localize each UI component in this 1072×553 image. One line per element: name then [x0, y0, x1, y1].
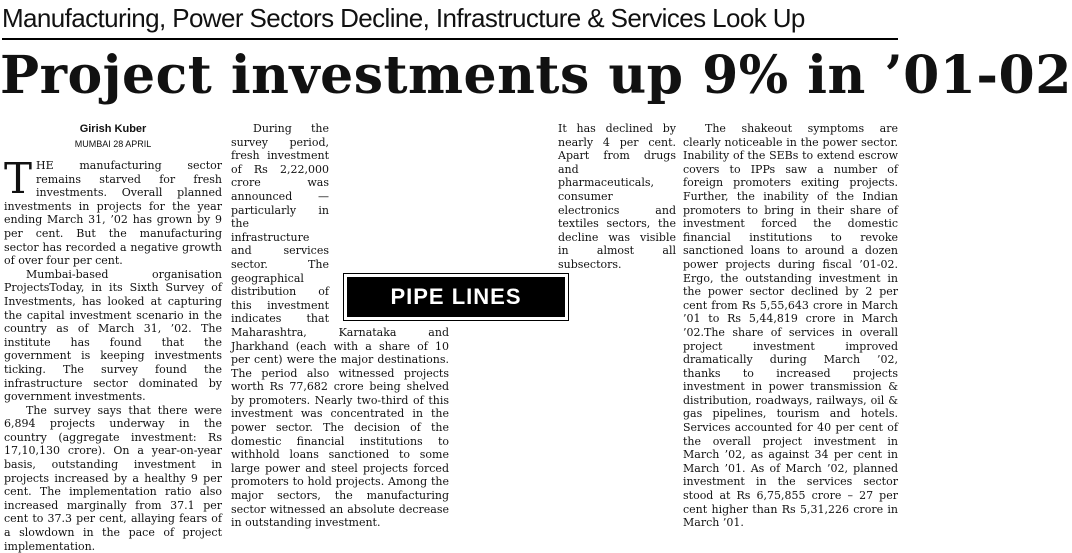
- article-paragraph-3-start: The survey says that there were 6,894 projects underway in the country (aggregate investment: Rs 17,10,130 crore). On a year-on-year basis, outstanding investment in projects increased by a healthy 9 per cent. The implementation ratio also increased marginally from 37.1 per cent to 37.3 per cent, allaying fears of a slowdown in the pace of project implementation.: [4, 403, 222, 553]
- article-paragraph-5: It has declined by nearly 4 per cent. Apart from drugs and pharmaceuticals, consumer electronics and textiles sectors, the decline was visible in almost all subsectors.: [558, 122, 676, 271]
- byline-author: Girish Kuber: [79, 123, 147, 135]
- article-paragraph-1: [4, 154, 222, 268]
- article-column-4: [683, 122, 898, 530]
- drop-cap: T: [4, 154, 33, 203]
- article-paragraph-2: Mumbai-based organisation ProjectsToday, in its Sixth Survey of Investments, has looked at capturing the capital investment scenario in the country as of March 31, ’02. The institute has found that the government is keeping investments ticking. The survey found the infrastructure sector dominated by government investments.: [4, 267, 222, 404]
- pipelines-section-box: PIPE LINES: [344, 274, 568, 320]
- article-column-1: [4, 122, 222, 553]
- article-paragraph-6: The shakeout symptoms are clearly noticeable in the power sector. Inability of the SEBs to extend escrow covers to IPPs saw a number of foreign promoters exiting projects. Further, the inability of the Indian promoters to bring in their share of investment forced the domestic financial institutions to revoke sanctioned loans to around a dozen power projects during fiscal ’01-02. Ergo, the outstanding investment in the power sector declined by 2 per cent from Rs 5,55,643 crore in March ’01 to Rs 5,44,819 crore in March ’02.The share of services in overall project investment improved dramatically during March ’02, thanks to increased projects investment in power transmission & distribution, roadways, railways, oil & gas pipelines, tourism and hotels. Services accounted for 40 per cent of the overall project investment in March ’02, as against 34 per cent in March ’01. As of March ’02, planned investment in the services sector stood at Rs 6,75,855 crore – 27 per cent higher than Rs 5,31,226 crore in March ’01.: [683, 122, 898, 530]
- article-paragraph-4: During the survey period, fresh investment of Rs 2,22,000 crore was announced — particularly in the infrastructure and services sector. The geographical distribution of this investment indicates that Maharashtra, Karnataka and Jharkhand (each with a share of 10 per cent) were the major destinations. The period also witnessed projects worth Rs 77,682 crore being shelved by promoters. Nearly two-third of this investment was concentrated in the power sector. The decision of the domestic financial institutions to withhold loans sanctioned to some large power and steel projects forced promoters to hold projects. Among the major sectors, the manufacturing sector witnessed an absolute decrease in outstanding investment.: [231, 122, 449, 530]
- main-headline: Project investments up 9% in ’01-02: [0, 45, 1072, 106]
- kicker-headline: Manufacturing, Power Sectors Decline, Infrastructure & Services Look Up: [2, 0, 898, 40]
- paragraph-1-text: HE manufacturing sector remains starved for fresh investments. Overall planned investments in projects for the year ending March 31, ’02 has grown by 9 per cent. But the manufacturing sector has recorded a negative growth of over four per cent.: [4, 159, 222, 268]
- dateline: MUMBAI 28 APRIL: [74, 139, 152, 149]
